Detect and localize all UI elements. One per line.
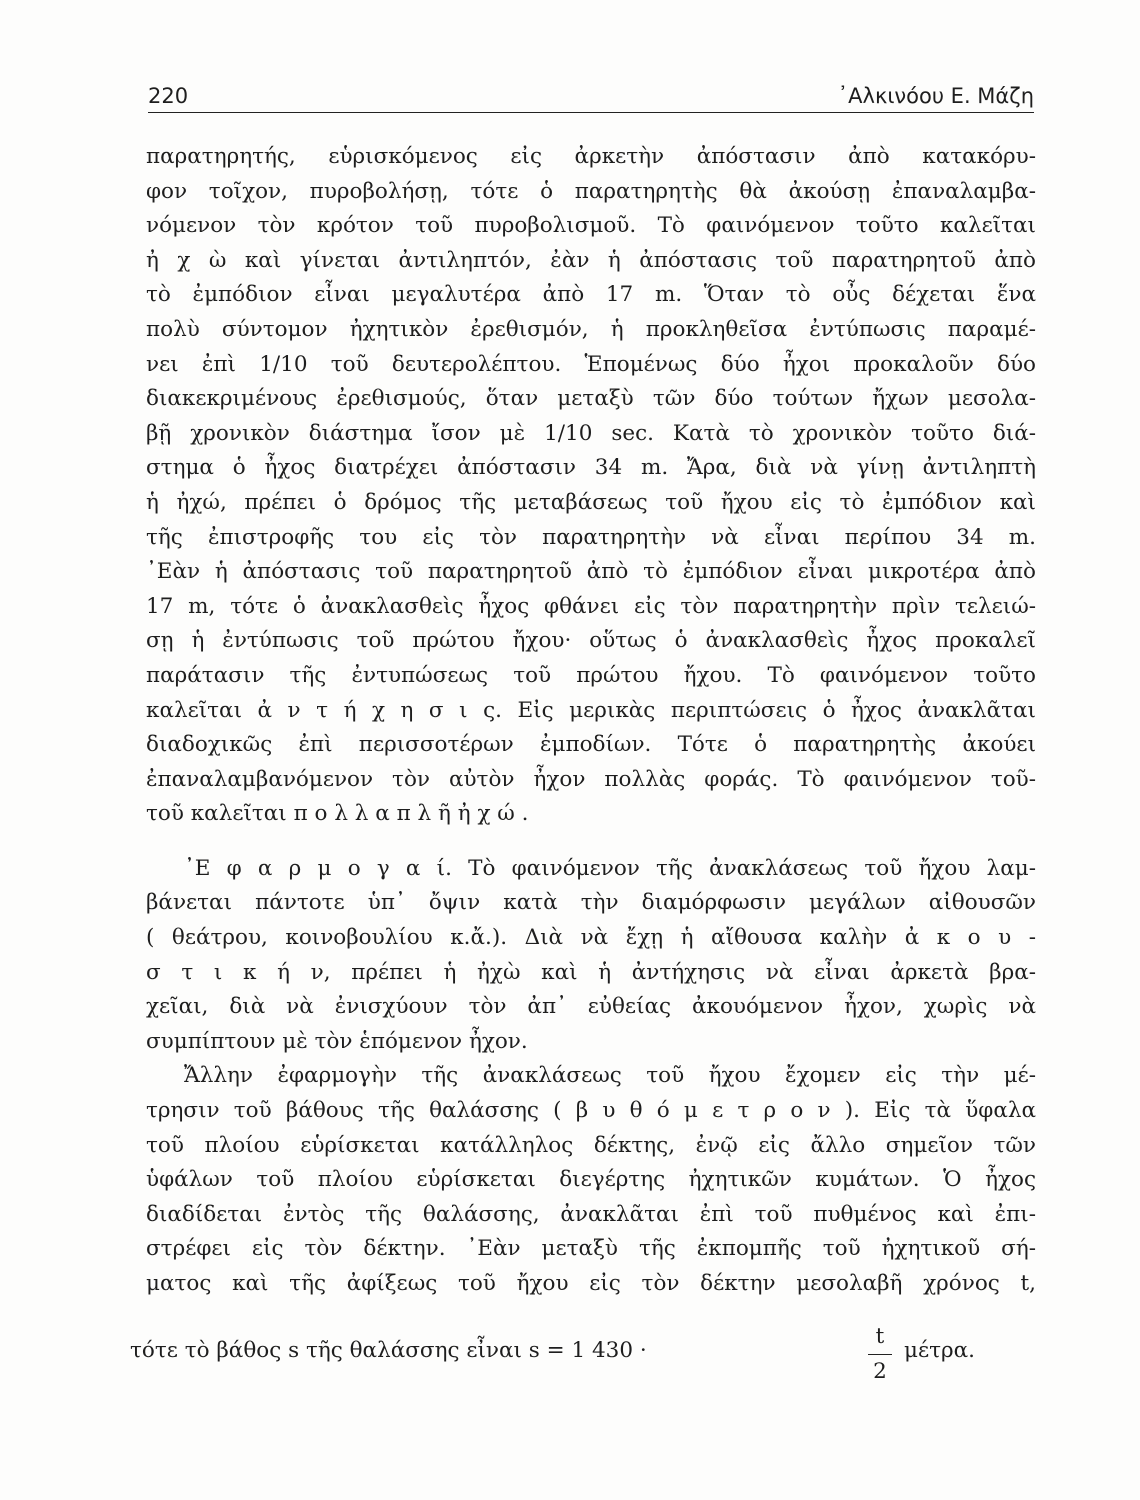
text-line: ᾿Εὰν ἡ ἀπόστασις τοῦ παρατηρητοῦ ἀπὸ τὸ ἐμπόδιον εἶναι μικροτέρα ἀπὸ [146, 559, 1036, 585]
depth-formula [130, 1322, 1036, 1392]
page-header [148, 76, 1034, 113]
text-line: ἡ ἠχώ, πρέπει ὁ δρόμος τῆς μεταβάσεως τοῦ ἤχου εἰς τὸ ἐμπόδιον καὶ [146, 489, 1036, 515]
paragraph-echo [146, 140, 1036, 832]
running-head: ᾿Αλκινόου Ε. Μάζη [837, 84, 1034, 108]
text-line: ( θεάτρου, κοινοβουλίου κ.ἄ.). Διὰ νὰ ἔχῃ ἡ αἴθουσα καλὴν ἀ κ ο υ - [146, 925, 1036, 951]
text-line: νόμενον τὸν κρότον τοῦ πυροβολισμοῦ. Τὸ φαινόμενον τοῦτο καλεῖται [146, 213, 1036, 239]
fraction-denominator: 2 [873, 1359, 887, 1384]
text-line: 17 m, τότε ὁ ἀνακλασθεὶς ἦχος φθάνει εἰς τὸν παρατηρητὴν πρὶν τελειώ- [146, 593, 1036, 619]
paragraph-sounding [146, 1059, 1036, 1301]
text-line: καλεῖται ἀ ν τ ή χ η σ ι ς. Εἰς μερικὰς περιπτώσεις ὁ ἦχος ἀνακλᾶται [146, 697, 1036, 723]
text-line: Ἄλλην ἐφαρμογὴν τῆς ἀνακλάσεως τοῦ ἤχου ἔχομεν εἰς τὴν μέ- [184, 1063, 1036, 1089]
text-line: βῇ χρονικὸν διάστημα ἴσον μὲ 1/10 sec. Κατὰ τὸ χρονικὸν τοῦτο διά- [146, 420, 1036, 446]
text-line: στημα ὁ ἦχος διατρέχει ἀπόστασιν 34 m. Ἄρα, διὰ νὰ γίνῃ ἀντιληπτὴ [146, 455, 1036, 481]
paragraph-gap [146, 832, 1036, 852]
text-line: διακεκριμένους ἐρεθισμούς, ὅταν μεταξὺ τῶν δύο τούτων ἤχων μεσολα- [146, 386, 1036, 412]
text-line: τῆς ἐπιστροφῆς του εἰς τὸν παρατηρητὴν νὰ εἶναι περίπου 34 m. [146, 524, 1036, 550]
text-line: χεῖαι, διὰ νὰ ἐνισχύουν τὸν ἀπ᾿ εὐθείας ἀκουόμενον ἦχον, χωρὶς νὰ [146, 994, 1036, 1020]
fraction-numerator: t [875, 1324, 885, 1349]
text-line: τὸ ἐμπόδιον εἶναι μεγαλυτέρα ἀπὸ 17 m. Ὅταν τὸ οὖς δέχεται ἕνα [146, 282, 1036, 308]
text-line: βάνεται πάντοτε ὑπ᾿ ὄψιν κατὰ τὴν διαμόρφωσιν μεγάλων αἰθουσῶν [146, 890, 1036, 916]
text-line: ὑφάλων τοῦ πλοίου εὑρίσκεται διεγέρτης ἠχητικῶν κυμάτων. Ὁ ἦχος [146, 1167, 1036, 1193]
text-line: σ τ ι κ ή ν, πρέπει ἡ ἠχὼ καὶ ἡ ἀντήχησις νὰ εἶναι ἀρκετὰ βρα- [146, 959, 1036, 985]
text-line: παράτασιν τῆς ἐντυπώσεως τοῦ πρώτου ἤχου. Τὸ φαινόμενον τοῦτο [146, 662, 1036, 688]
text-line: τοῦ πλοίου εὑρίσκεται κατάλληλος δέκτης, ἐνῷ εἰς ἄλλο σημεῖον τῶν [146, 1132, 1036, 1158]
fraction-bar [868, 1354, 892, 1355]
formula-fraction [868, 1322, 892, 1387]
body-text [146, 140, 1036, 1302]
text-line: διαδίδεται ἐντὸς τῆς θαλάσσης, ἀνακλᾶται ἐπὶ τοῦ πυθμένος καὶ ἐπι- [146, 1201, 1036, 1227]
text-line: σῃ ἡ ἐντύπωσις τοῦ πρώτου ἤχου· οὕτως ὁ ἀνακλασθεὶς ἦχος προκαλεῖ [146, 628, 1036, 654]
paragraph-applications [146, 852, 1036, 1060]
text-line: τρησιν τοῦ βάθους τῆς θαλάσσης ( β υ θ ό μ ε τ ρ ο ν ). Εἰς τὰ ὕφαλα [146, 1098, 1036, 1124]
text-line: ἠ χ ὼ καὶ γίνεται ἀντιληπτόν, ἐὰν ἡ ἀπόστασις τοῦ παρατηρητοῦ ἀπὸ [146, 247, 1036, 273]
text-line: ματος καὶ τῆς ἀφίξεως τοῦ ἤχου εἰς τὸν δέκτην μεσολαβῆ χρόνος t, [146, 1271, 1036, 1296]
text-line: παρατηρητής, εὑρισκόμενος εἰς ἀρκετὴν ἀπόστασιν ἀπὸ κατακόρυ- [146, 144, 1036, 169]
text-line: τοῦ καλεῖται π ο λ λ α π λ ῆ ἠ χ ώ . [146, 801, 529, 827]
page-number: 220 [148, 84, 189, 108]
formula-lead-text: τότε τὸ βάθος s τῆς θαλάσσης εἶναι s = 1 430 · [130, 1338, 647, 1363]
text-line: φον τοῖχον, πυροβολήσῃ, τότε ὁ παρατηρητὴς θὰ ἀκούσῃ ἐπαναλαμβα- [146, 178, 1036, 204]
text-line: διαδοχικῶς ἐπὶ περισσοτέρων ἐμποδίων. Τότε ὁ παρατηρητὴς ἀκούει [146, 732, 1036, 758]
text-line: πολὺ σύντομον ἠχητικὸν ἐρεθισμόν, ἡ προκληθεῖσα ἐντύπωσις παραμέ- [146, 316, 1036, 342]
text-line: νει ἐπὶ 1/10 τοῦ δευτερολέπτου. Ἑπομένως δύο ἦχοι προκαλοῦν δύο [146, 351, 1036, 377]
text-line: συμπίπτουν μὲ τὸν ἑπόμενον ἦχον. [146, 1028, 528, 1054]
text-line: στρέφει εἰς τὸν δέκτην. ᾿Εὰν μεταξὺ τῆς ἐκπομπῆς τοῦ ἠχητικοῦ σή- [146, 1236, 1036, 1262]
formula-unit: μέτρα. [904, 1338, 975, 1363]
text-line: ἐπαναλαμβανόμενον τὸν αὐτὸν ἦχον πολλὰς φοράς. Τὸ φαινόμενον τοῦ- [146, 766, 1036, 792]
text-line: ᾿Ε φ α ρ μ ο γ α ί. Τὸ φαινόμενον τῆς ἀνακλάσεως τοῦ ἤχου λαμ- [184, 855, 1036, 881]
